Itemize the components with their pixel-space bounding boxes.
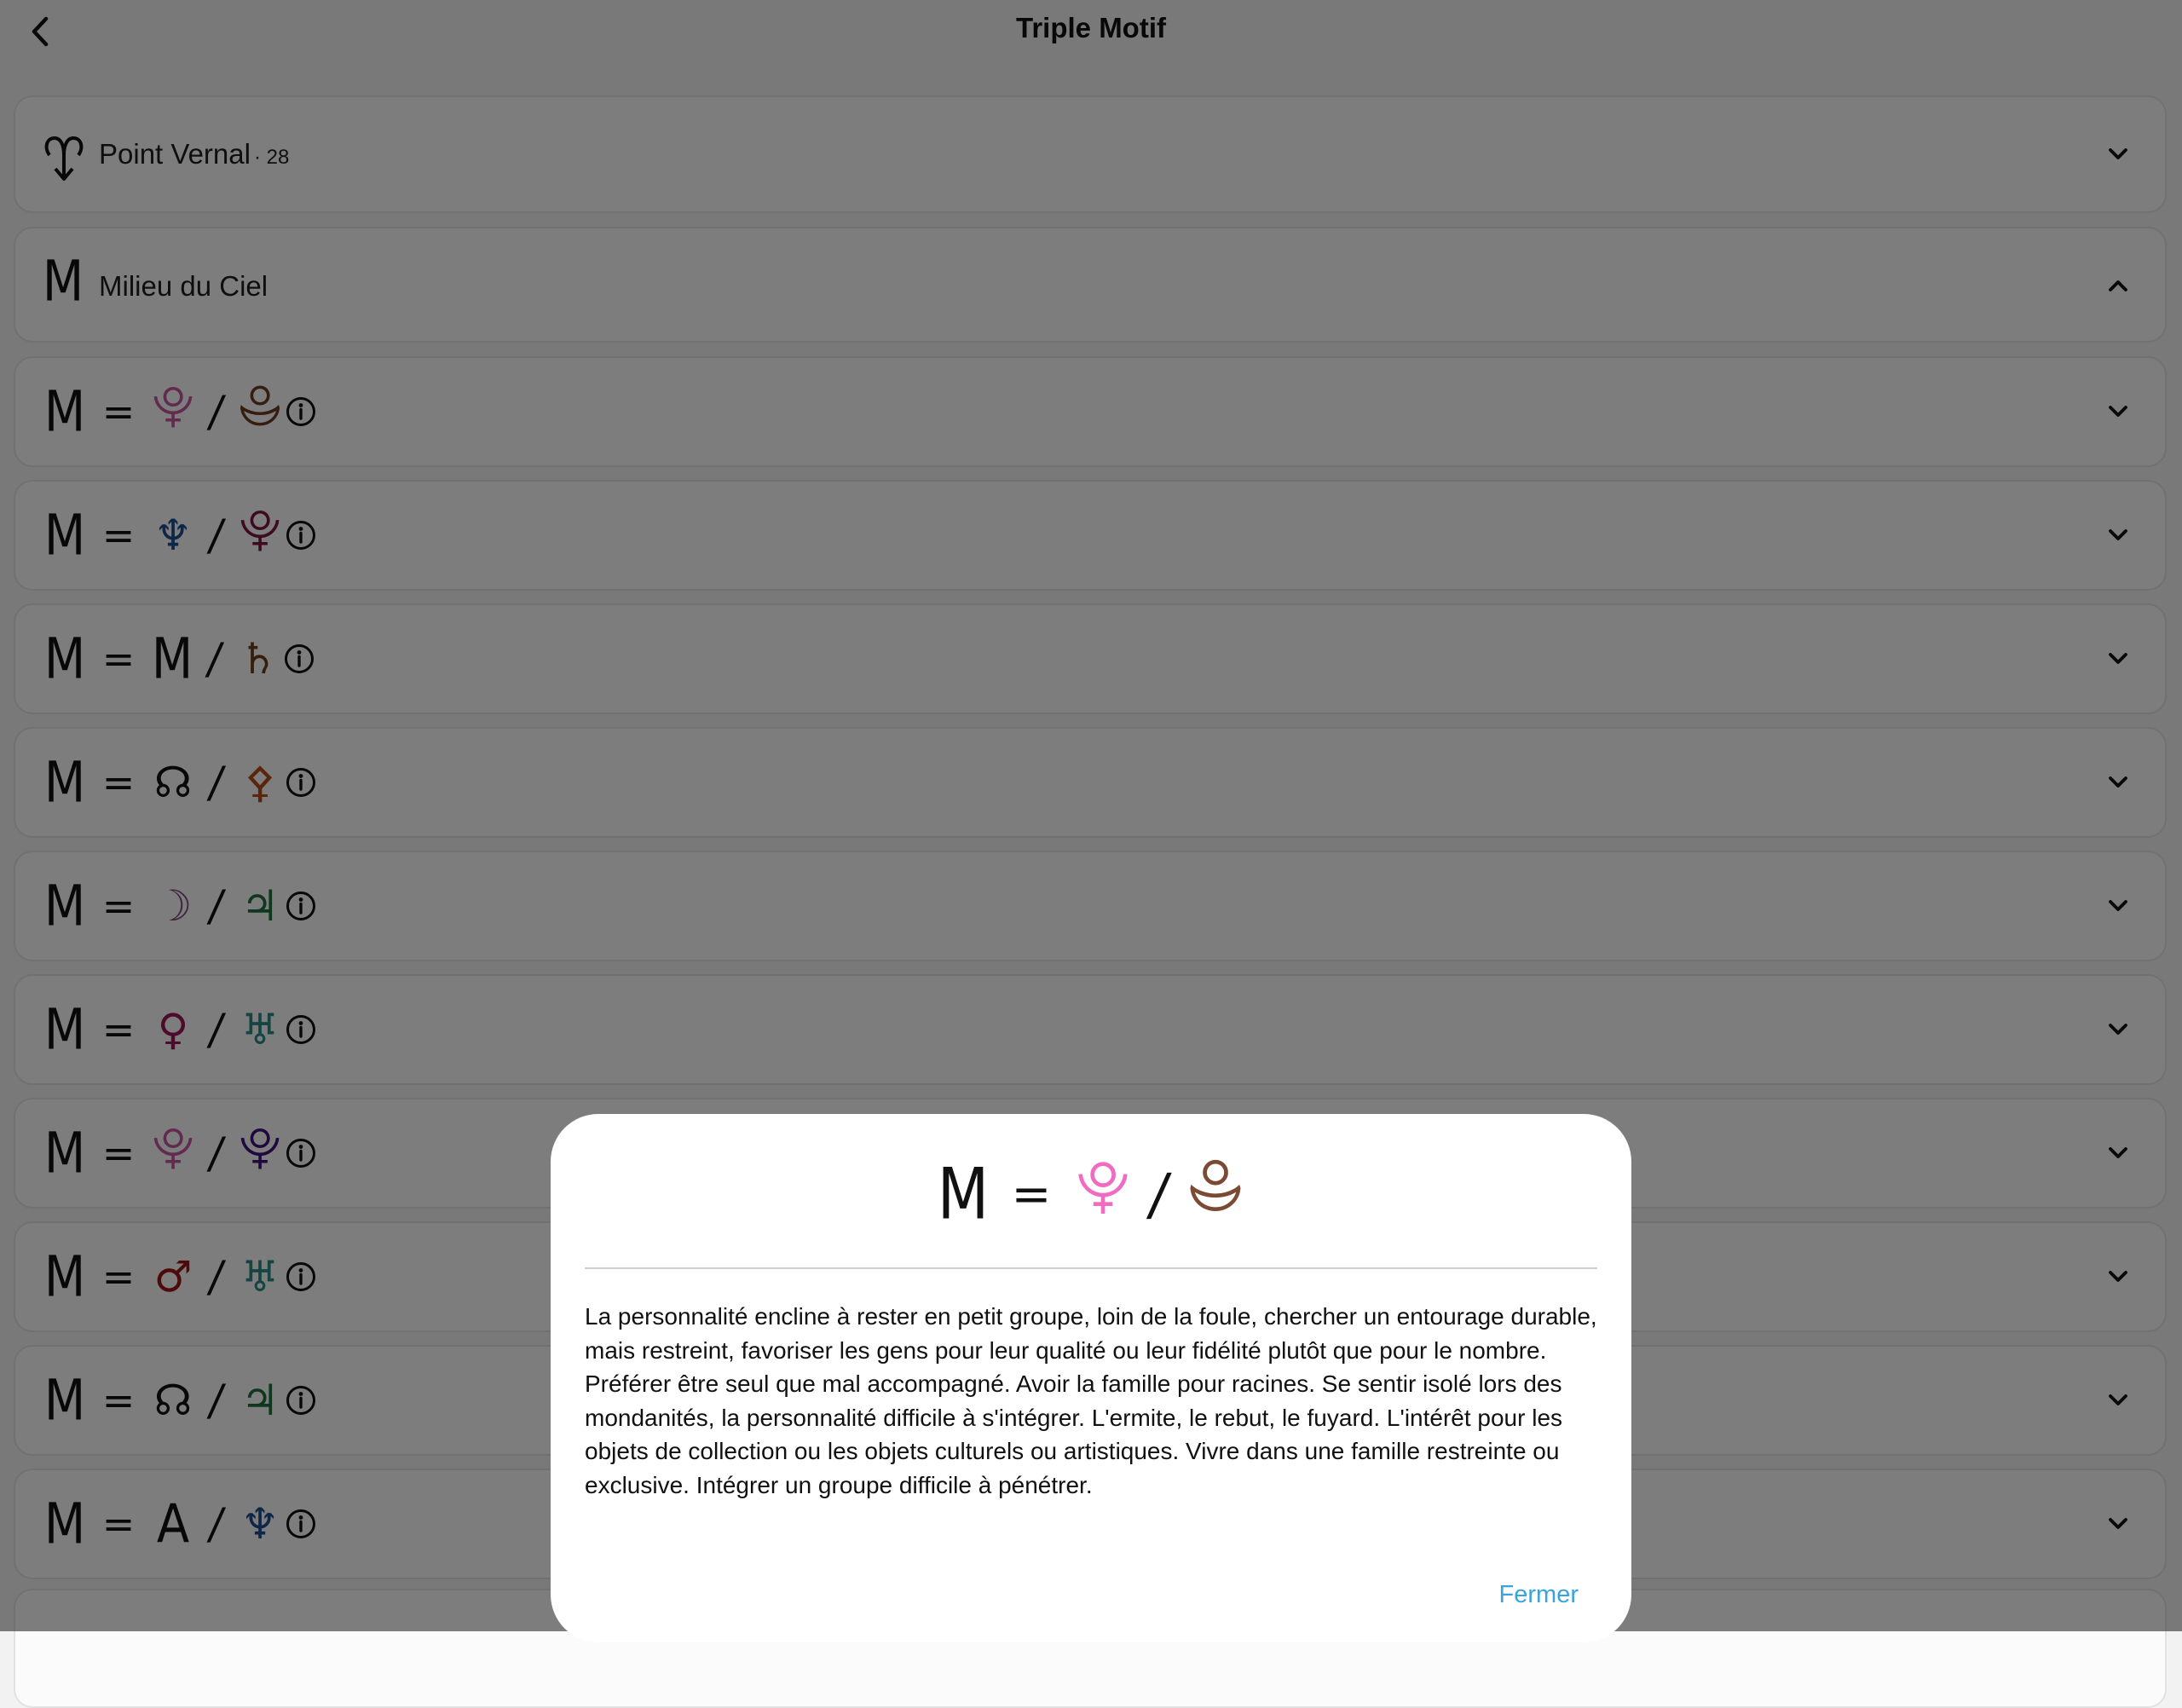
transpluto-icon: ⯓: [1076, 1156, 1130, 1219]
slash-separator: /: [1145, 1161, 1174, 1227]
interpretation-text: La personnalité encline à rester en petit groupe, loin de la foule, chercher un entourage durable, mais restreint, favoriser les gens pour leur qualité ou leur fidélité plutôt que pour le nombre. Préférer être seul que mal accompagné. Avoir la famille pour racines. Se sentir isolé lors des mondanités, la personnalité difficile à s'intégrer. L'ermite, le rebut, le fuyard. L'intérêt pour les objets de collection ou les objets culturels ou artistiques. Vivre dans une famille restreinte ou exclusive. Intégrer un groupe difficile à pénétrer.: [585, 1303, 1597, 1498]
midheaven-symbol: M: [937, 1152, 990, 1236]
info-dialog: [551, 1114, 1631, 1642]
close-button[interactable]: Fermer: [1498, 1581, 1579, 1608]
divider: [585, 1267, 1597, 1269]
dialog-formula: [551, 1143, 1631, 1245]
earth-symbol-icon: ⯕: [1187, 1156, 1244, 1219]
equals-sign: =: [1011, 1166, 1052, 1222]
